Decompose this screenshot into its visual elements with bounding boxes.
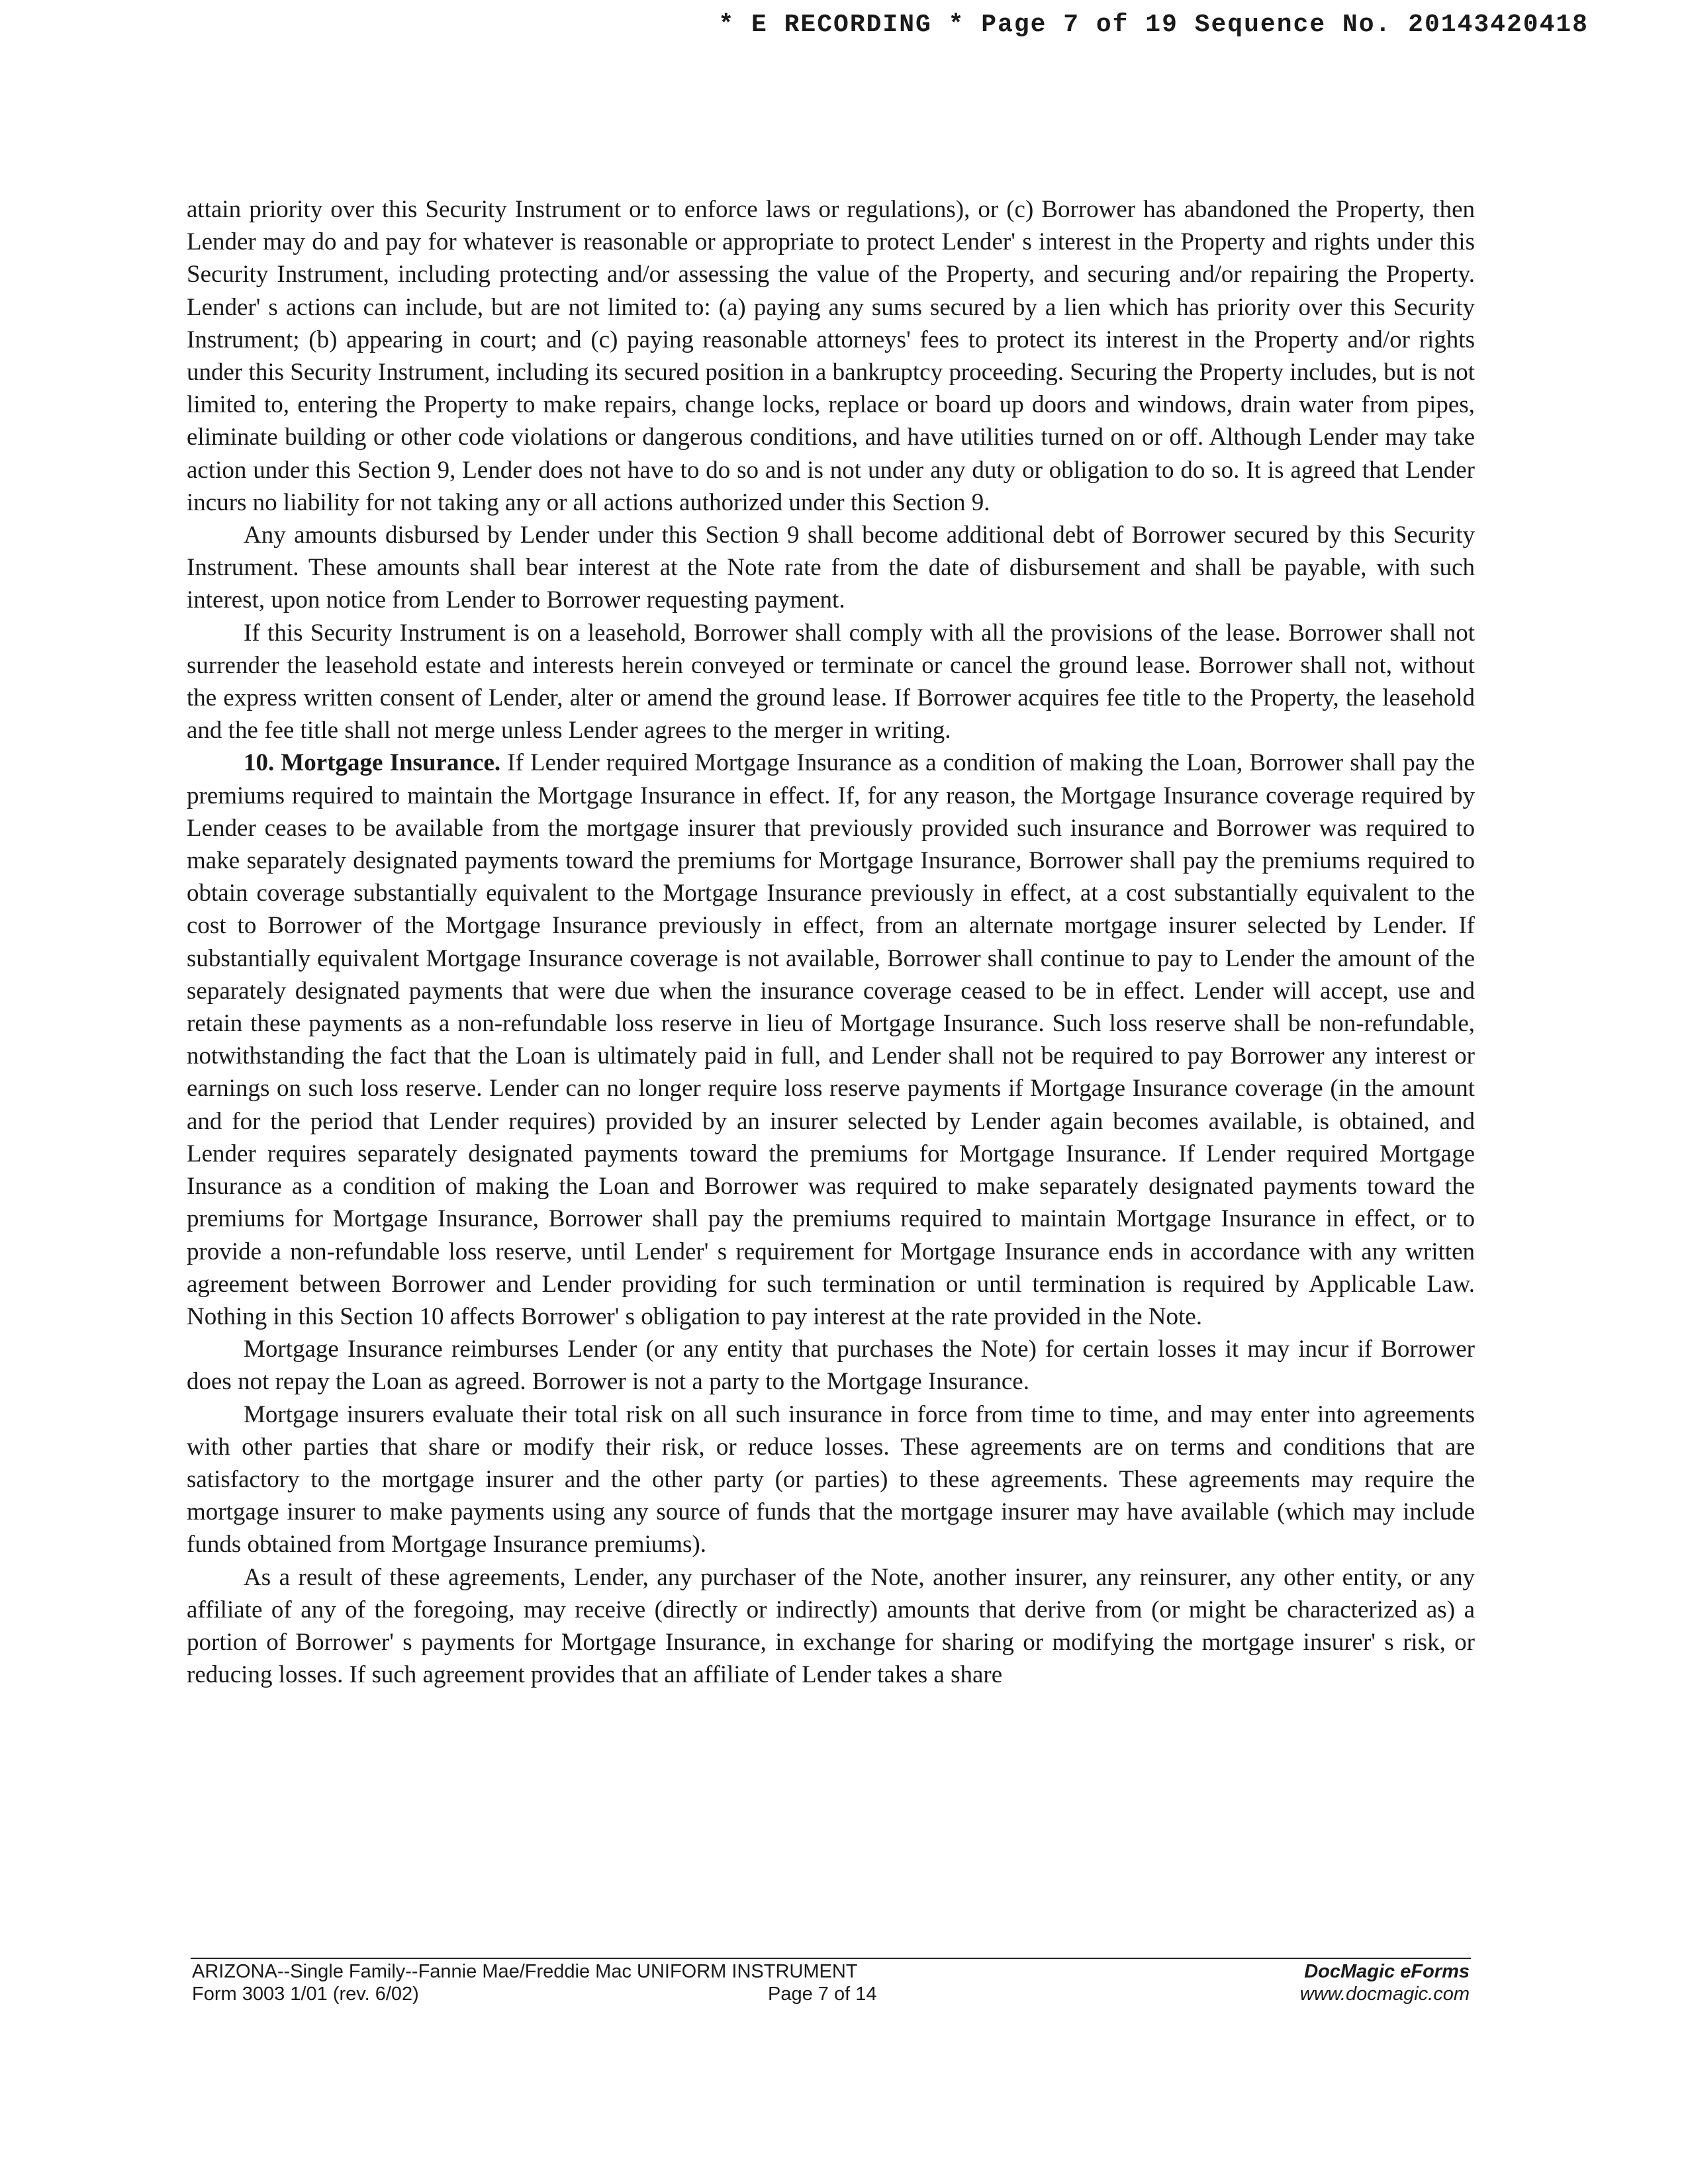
- paragraph-mortgage-insurance: [187, 747, 1475, 1333]
- recording-header: * E RECORDING * Page 7 of 19 Sequence No. 20143420418: [718, 11, 1589, 39]
- paragraph-disbursed-amounts: Any amounts disbursed by Lender under this Section 9 shall become additional debt of Borrower secured by this Security Instrument. These amounts shall bear interest at the Note rate from the date of disbursement and shall be payable, with such interest, upon notice from Lender to Borrower requesting payment.: [187, 522, 1475, 614]
- footer-page-number: Page 7 of 14: [768, 1983, 877, 2005]
- paragraph-leasehold: If this Security Instrument is on a leasehold, Borrower shall comply with all the provisions of the lease. Borrower shall not surrender the leasehold estate and interests herein conveyed or terminate or cancel the ground lease. Borrower shall not, without the express written consent of Lender, alter or amend the ground lease. If Borrower acquires fee title to the Property, the leasehold and the fee title shall not merge unless Lender agrees to the merger in writing.: [187, 619, 1475, 745]
- paragraph-mi-agreements: As a result of these agreements, Lender, any purchaser of the Note, another insurer, any reinsurer, any other entity, or any affiliate of any of the foregoing, may receive (directly or indirectly) amounts that derive from (or might be characterized as) a portion of Borrower' s payments for Mortgage Insurance, in exchange for sharing or modifying the mortgage insurer' s risk, or reducing losses. If such agreement provides that an affiliate of Lender takes a share: [187, 1563, 1475, 1689]
- section-heading: 10. Mortgage Insurance.: [244, 749, 501, 777]
- paragraph-section9-continued: attain priority over this Security Instrument or to enforce laws or regulations), or (c) Borrower has abandoned the Property, then Lender may do and pay for whatever is reasonable or appropriate to protect Lender' s interest in the Property and rights under this Security Instrument, including protecting and/or assessing the value of the Property, and securing and/or repairing the Property. Lender' s actions can include, but are not limited to: (a) paying any sums secured by a lien which has priority over this Security Instrument; (b) appearing in court; and (c) paying reasonable attorneys' fees to protect its interest in the Property and/or rights under this Security Instrument, including its secured position in a bankruptcy proceeding. Securing the Property includes, but is not limited to, entering the Property to make repairs, change locks, replace or board up doors and windows, drain water from pipes, eliminate building or other code violations or dangerous conditions, and have utilities turned on or off. Although Lender may take action under this Section 9, Lender does not have to do so and is not under any duty or obligation to do so. It is agreed that Lender incurs no liability for not taking any or all actions authorized under this Section 9.: [187, 196, 1475, 516]
- footer-url: www.docmagic.com: [1299, 1983, 1470, 2005]
- docmagic-logo: DocMagic eForms: [1304, 1961, 1470, 1982]
- document-body: [187, 193, 1475, 1691]
- footer-form-number: Form 3003 1/01 (rev. 6/02): [192, 1983, 419, 2005]
- paragraph-mi-insurers: Mortgage insurers evaluate their total risk on all such insurance in force from time to time, and may enter into agreements with other parties that share or modify their risk, or reduce losses. These agreements are on terms and conditions that are satisfactory to the mortgage insurer and the other party (or parties) to these agreements. These agreements may require the mortgage insurer to make payments using any source of funds that the mortgage insurer may have available (which may include funds obtained from Mortgage Insurance premiums).: [187, 1400, 1475, 1559]
- page-footer: [192, 1960, 1470, 2013]
- footer-form-title: ARIZONA--Single Family--Fannie Mae/Freddie Mac UNIFORM INSTRUMENT: [192, 1961, 858, 1982]
- footer-divider: [191, 1958, 1471, 1959]
- section-text: If Lender required Mortgage Insurance as a condition of making the Loan, Borrower shall pay the premiums required to maintain the Mortgage Insurance in effect. If, for any reason, the Mortgage Insurance coverage required by Lender ceases to be available from the mortgage insurer that previously provided such insurance and Borrower was required to make separately designated payments toward the premiums for Mortgage Insurance, Borrower shall pay the premiums required to obtain coverage substantially equivalent to the Mortgage Insurance previously in effect, at a cost substantially equivalent to the cost to Borrower of the Mortgage Insurance previously in effect, from an alternate mortgage insurer selected by Lender. If substantially equivalent Mortgage Insurance coverage is not available, Borrower shall continue to pay to Lender the amount of the separately designated payments that were due when the insurance coverage ceased to be in effect. Lender will accept, use and retain these payments as a non-refundable loss reserve in lieu of Mortgage Insurance. Such loss reserve shall be non-refundable, notwithstanding the fact that the Loan is ultimately paid in full, and Lender shall not be required to pay Borrower any interest or earnings on such loss reserve. Lender can no longer require loss reserve payments if Mortgage Insurance coverage (in the amount and for the period that Lender requires) provided by an insurer selected by Lender again becomes available, is obtained, and Lender requires separately designated payments toward the premiums for Mortgage Insurance. If Lender required Mortgage Insurance as a condition of making the Loan and Borrower was required to make separately designated payments toward the premiums for Mortgage Insurance, Borrower shall pay the premiums required to maintain Mortgage Insurance in effect, or to provide a non-refundable loss reserve, until Lender' s requirement for Mortgage Insurance ends in accordance with any written agreement between Borrower and Lender providing for such termination or until termination is required by Applicable Law. Nothing in this Section 10 affects Borrower' s obligation to pay interest at the rate provided in the Note.: [187, 749, 1476, 1330]
- paragraph-mi-reimburses: Mortgage Insurance reimburses Lender (or any entity that purchases the Note) for certain losses it may incur if Borrower does not repay the Loan as agreed. Borrower is not a party to the Mortgage Insurance.: [187, 1336, 1475, 1396]
